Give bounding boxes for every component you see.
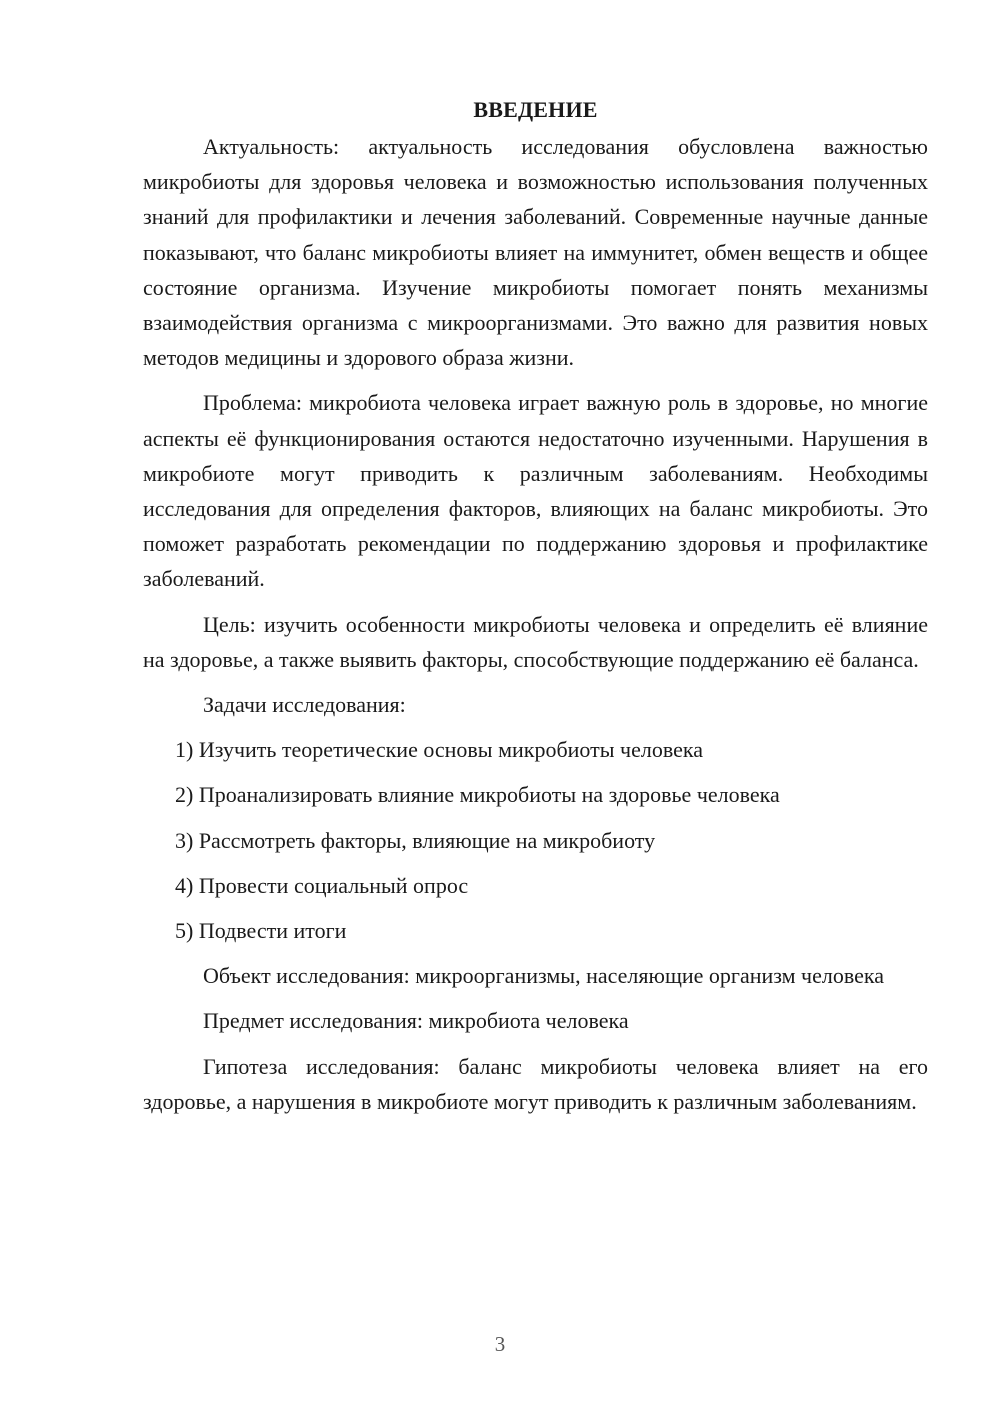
task-item-5: 5) Подвести итоги — [175, 918, 347, 944]
hypothesis-paragraph: Гипотеза исследования: баланс микробиоты человека влияет на его здоровье, а нарушения в микробиоте могут приводить к различным заболеваниям. — [143, 1053, 928, 1114]
object-paragraph: Объект исследования: микроорганизмы, населяющие организм человека — [203, 963, 885, 989]
document-page — [143, 92, 928, 1129]
page-title: ВВЕДЕНИЕ — [473, 97, 598, 122]
goal-paragraph: Цель: изучить особенности микробиоты человека и определить её влияние на здоровье, а также выявить факторы, способствующие поддержанию её баланса. — [143, 611, 928, 672]
tasks-list — [143, 732, 928, 948]
task-item-2: 2) Проанализировать влияние микробиоты на здоровье человека — [175, 782, 780, 808]
page-number: 3 — [494, 1332, 506, 1356]
task-item-1: 1) Изучить теоретические основы микробиоты человека — [175, 737, 703, 763]
subject-paragraph: Предмет исследования: микробиота человека — [203, 1008, 629, 1034]
problem-paragraph: Проблема: микробиота человека играет важную роль в здоровье, но многие аспекты её функционирования остаются недостаточно изученными. Нарушения в микробиоте могут приводить к различным заболеваниям. Необходимы исследования для определения факторов, влияющих на баланс микробиоты. Это поможет разработать рекомендации по поддержанию здоровья и профилактике заболеваний. — [143, 390, 928, 592]
relevance-paragraph: Актуальность: актуальность исследования обусловлена важностью микробиоты для здоровья человека и возможностью использования полученных знаний для профилактики и лечения заболеваний. Современные научные данные показывают, что баланс микробиоты влияет на иммунитет, обмен веществ и общее состояние организма. Изучение микробиоты помогает понять механизмы взаимодействия организма с микроорганизмами. Это важно для развития новых методов медицины и здорового образа жизни. — [143, 134, 928, 371]
task-item-4: 4) Провести социальный опрос — [175, 872, 469, 898]
tasks-heading: Задачи исследования: — [203, 692, 406, 718]
task-item-3: 3) Рассмотреть факторы, влияющие на микробиоту — [175, 827, 656, 853]
